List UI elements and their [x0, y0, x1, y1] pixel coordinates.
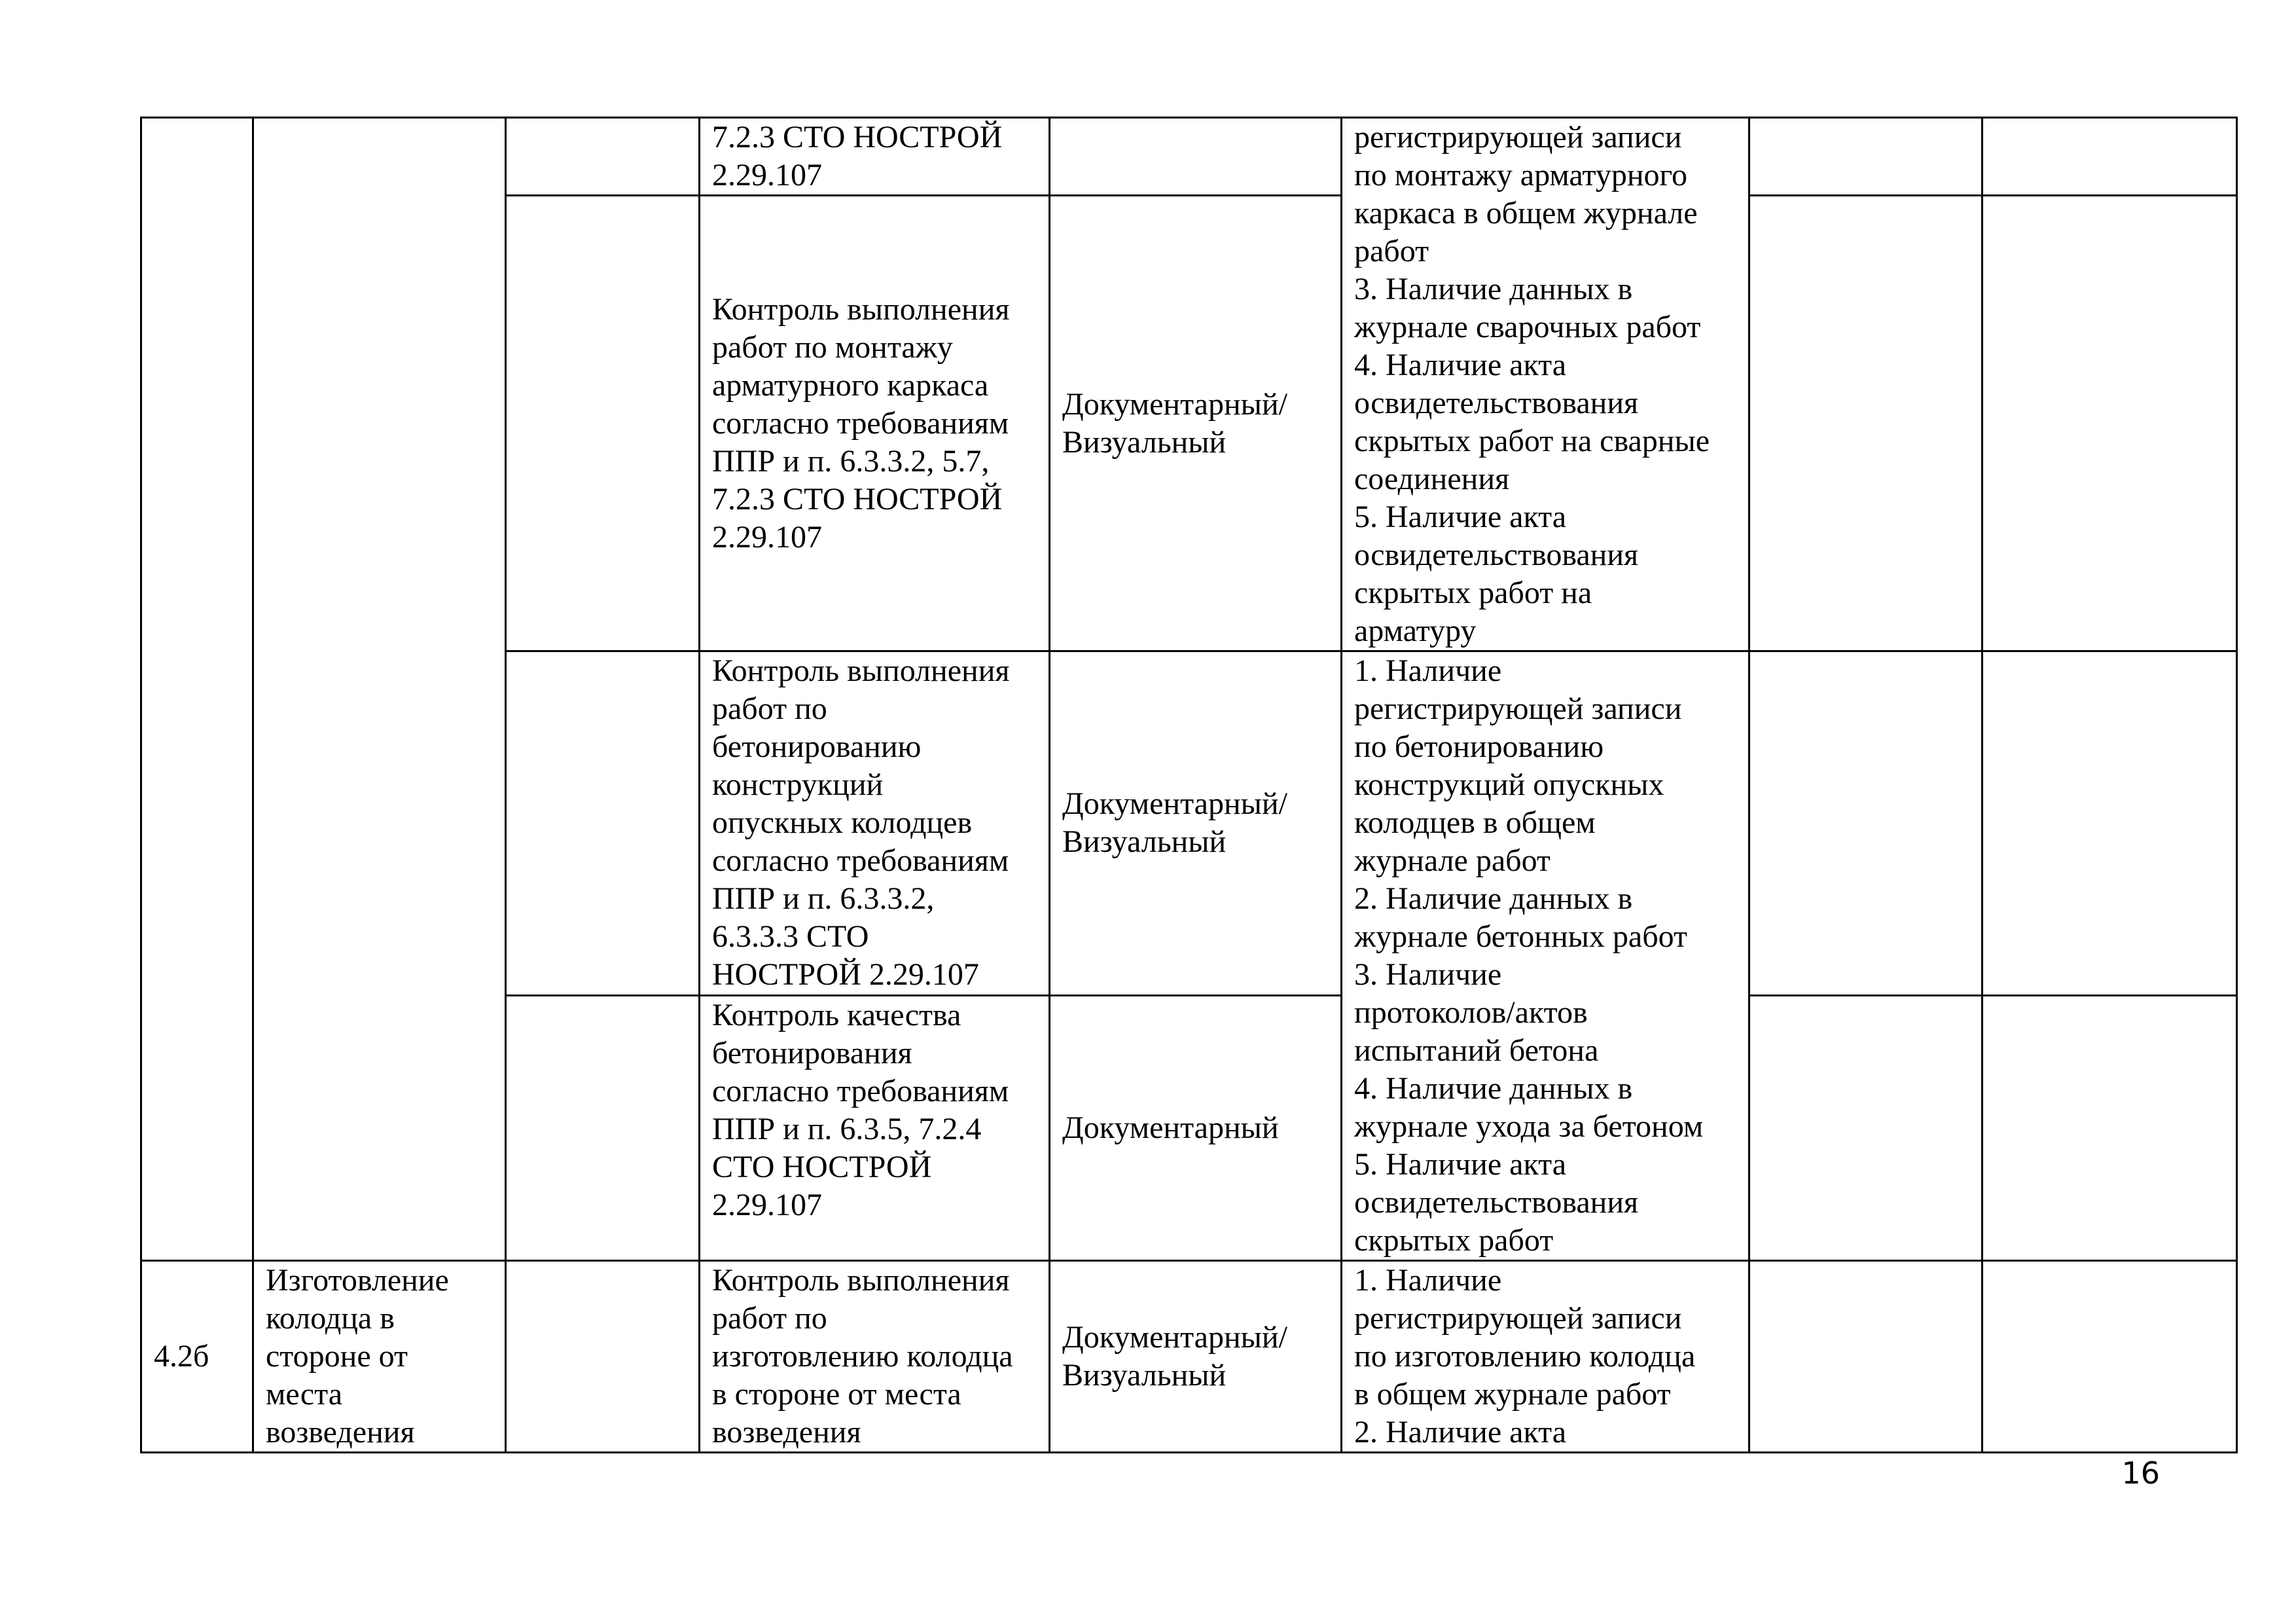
sub-number-cell	[506, 1261, 700, 1453]
stage-cell	[253, 118, 506, 1261]
sub-number-cell	[506, 651, 700, 996]
control-method-cell	[1050, 118, 1342, 196]
control-work-text: 7.2.3 СТО НОСТРОЙ 2.29.107	[712, 120, 1003, 192]
empty-cell	[1982, 1261, 2237, 1453]
control-method-cell	[1050, 1261, 1342, 1453]
control-method-cell	[1050, 651, 1342, 996]
sub-number-cell	[506, 196, 700, 651]
empty-cell	[1749, 651, 1982, 996]
empty-cell	[1982, 118, 2237, 196]
control-work-text: Контроль выполнения работ по монтажу арматурного каркаса согласно требованиям ППР и п. 6.3.3.2, 5.7, 7.2.3 СТО НОСТРОЙ 2.29.107	[712, 291, 1010, 555]
empty-cell	[1982, 651, 2237, 996]
row-number-text: 4.2б	[154, 1339, 209, 1374]
stage-text: Изготовление колодца в стороне от места возведения	[266, 1263, 449, 1450]
control-work-text: Контроль качества бетонирования согласно требованиям ППР и п. 6.3.5, 7.2.4 СТО НОСТРОЙ 2.29.107	[712, 997, 1009, 1222]
sub-number-cell	[506, 995, 700, 1260]
control-method-text: Документарный/ Визуальный	[1062, 386, 1287, 460]
empty-cell	[1749, 995, 1982, 1260]
control-work-cell	[700, 1261, 1050, 1453]
control-work-cell	[700, 118, 1050, 196]
number-cell	[141, 118, 253, 1261]
empty-cell	[1749, 196, 1982, 651]
table-row	[141, 1261, 2237, 1453]
result-text: 1. Наличие регистрирующей записи по изготовлению колодца в общем журнале работ 2. Наличие акта	[1354, 1263, 1696, 1450]
stage-cell	[253, 1261, 506, 1453]
control-method-cell	[1050, 995, 1342, 1260]
table-row	[141, 118, 2237, 196]
control-work-cell	[700, 196, 1050, 651]
empty-cell	[1982, 196, 2237, 651]
empty-cell	[1982, 995, 2237, 1260]
control-work-cell	[700, 995, 1050, 1260]
result-cell	[1342, 1261, 1749, 1453]
empty-cell	[1749, 118, 1982, 196]
control-method-text: Документарный/ Визуальный	[1062, 786, 1287, 860]
result-text: регистрирующей записи по монтажу арматурного каркаса в общем журнале работ 3. Наличие данных в журнале сварочных работ 4. Наличие акта освидетельствования скрытых работ на сварные соединения 5. Наличие акта освидетельствования скрытых работ на арматуру	[1354, 120, 1710, 648]
control-method-text: Документарный/ Визуальный	[1062, 1320, 1287, 1393]
result-cell	[1342, 651, 1749, 1261]
control-work-text: Контроль выполнения работ по бетонированию конструкций опускных колодцев согласно требованиям ППР и п. 6.3.3.2, 6.3.3.3 СТО НОСТРОЙ 2.29.107	[712, 653, 1010, 992]
control-work-text: Контроль выполнения работ по изготовлению колодца в стороне от места возведения	[712, 1263, 1013, 1450]
result-text: 1. Наличие регистрирующей записи по бетонированию конструкций опускных колодцев в общем журнале работ 2. Наличие данных в журнале бетонных работ 3. Наличие протоколов/актов испытаний бетона 4. Наличие данных в журнале ухода за бетоном 5. Наличие акта освидетельствования скрытых работ	[1354, 653, 1704, 1258]
page-number: 16	[2121, 1455, 2160, 1491]
control-method-cell	[1050, 196, 1342, 651]
result-cell	[1342, 118, 1749, 651]
control-table	[140, 117, 2238, 1453]
control-work-cell	[700, 651, 1050, 996]
control-method-text: Документарный	[1062, 1110, 1279, 1145]
empty-cell	[1749, 1261, 1982, 1453]
number-cell	[141, 1261, 253, 1453]
sub-number-cell	[506, 118, 700, 196]
